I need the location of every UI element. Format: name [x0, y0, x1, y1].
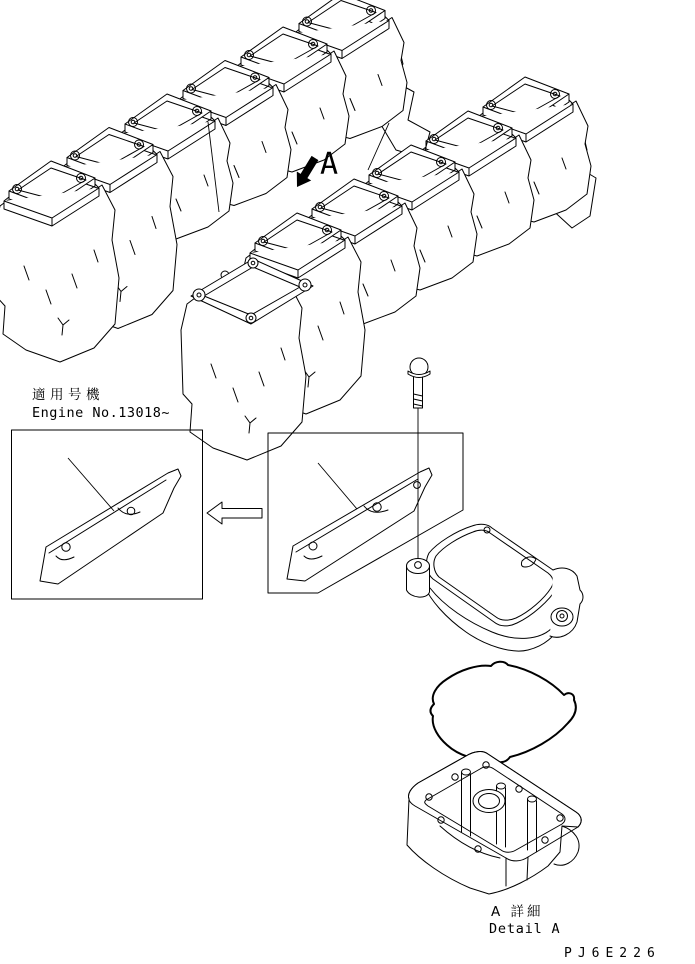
applicability-note-en: Engine No.13018~ [32, 405, 171, 421]
lower-housing [407, 752, 581, 894]
shield-plate-early [40, 469, 181, 584]
leader-line [68, 458, 114, 511]
applicability-box [12, 430, 203, 599]
cover-ear [550, 568, 583, 637]
valve-cover [407, 524, 584, 651]
drawing-code: PJ6E226 [564, 946, 661, 961]
leader-line [318, 463, 357, 509]
detail-caption-en: Detail A [489, 921, 561, 937]
replacement-arrow [207, 502, 262, 524]
cover-gasket [430, 662, 575, 762]
applicability-note-jp: 適用号機 [32, 387, 104, 403]
view-label: A [320, 147, 339, 182]
detail-caption-jp: A 詳細 [491, 904, 544, 920]
